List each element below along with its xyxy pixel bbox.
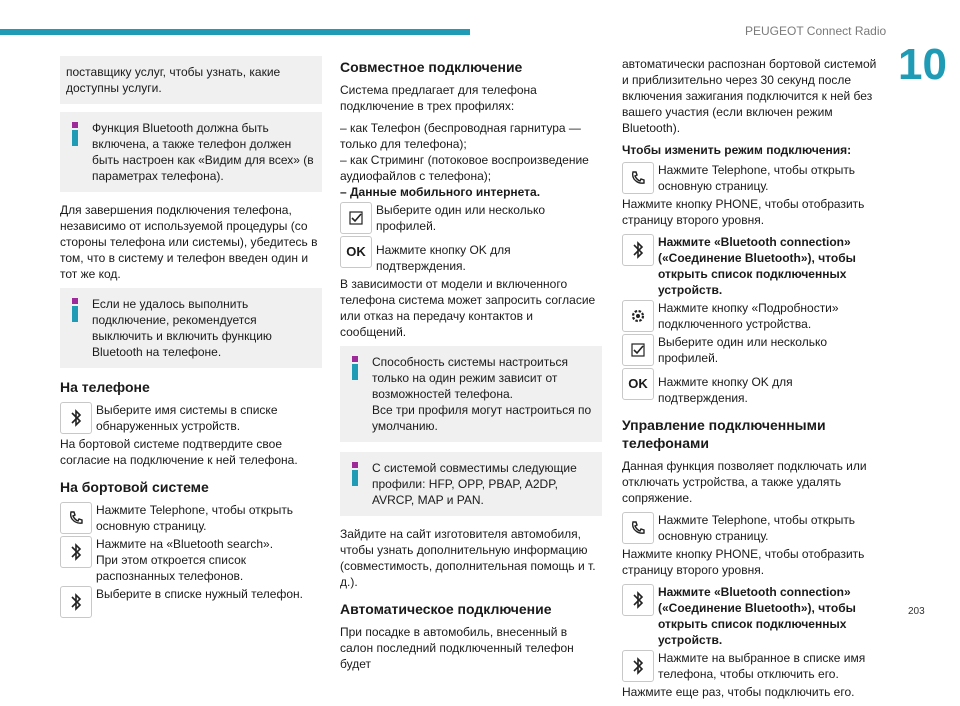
heading-on-phone: На телефоне [60,379,150,395]
step-text: Нажмите на выбранное в списке имя телефона, чтобы отключить его. [658,651,866,681]
step-telephone [60,502,322,534]
paragraph-manage: Данная функция позволяет подключать или отключать устройства, а также удалять сопряжение. [622,459,867,505]
list-item: – как Телефон (беспроводная гарнитура — только для телефона); [340,121,581,151]
note-text: Все три профиля могут настроиться по умолчанию. [372,403,592,433]
step-choose-name [622,650,884,682]
info-icon [68,298,82,322]
heading-change-mode: Чтобы изменить режим подключения: [622,143,852,157]
paragraph-confirm: На бортовой системе подтвердите свое согласие на подключение к ней телефона. [60,437,298,467]
bluetooth-icon [60,536,92,568]
column-3 [622,56,884,706]
note-connection-failed [60,288,322,368]
heading-on-system: На бортовой системе [60,479,209,495]
running-header: PEUGEOT Connect Radio [745,24,887,38]
paragraph-site: Зайдите на сайт изготовителя автомобиля, чтобы узнать дополнительную информацию (совместимость, дополнительная помощь и т. д.). [340,527,596,589]
step-text: Нажмите на «Bluetooth search». При этом откроется список распознанных телефонов. [96,537,274,583]
phone-icon [622,512,654,544]
checkbox-icon [340,202,372,234]
bluetooth-icon [60,402,92,434]
step-text: Нажмите кнопку OK для подтверждения. [658,375,793,405]
info-icon [348,462,362,486]
bluetooth-icon [622,650,654,682]
column-2 [340,56,602,678]
info-icon [68,122,82,146]
note-bluetooth-visible [60,112,322,192]
phone-icon [622,162,654,194]
note-text: С системой совместимы следующие профили: HFP, OPP, PBAP, A2DP, AVRCP, MAP и PAN. [372,461,577,507]
paragraph-phone-button: Нажмите кнопку PHONE, чтобы отобразить страницу второго уровня. [622,547,865,577]
ok-button-icon: OK [622,368,654,400]
note-profiles [340,346,602,442]
step-text: Выберите имя системы в списке обнаруженных устройств. [96,403,278,433]
paragraph-auto: При посадке в автомобиль, внесенный в салон последний подключенный телефон будет [340,625,574,671]
bluetooth-icon [622,234,654,266]
checkbox-icon [622,334,654,366]
step-phone-select [60,402,322,434]
bluetooth-icon [622,584,654,616]
bluetooth-icon [60,586,92,618]
paragraph-auto-cont: автоматически распознан бортовой системой и приблизительно через 30 секунд после включения зажигания подключится к ней без вашего участия (если включен режим Bluetooth). [622,57,877,135]
paragraph-profiles: Система предлагает для телефона подключение в трех профилях: [340,83,537,113]
step-details [622,300,884,332]
step-text: Нажмите «Bluetooth connection» («Соединение Bluetooth»), чтобы открыть список подключенных устройств. [658,235,856,297]
step-text: Нажмите Telephone, чтобы открыть основную страницу. [96,503,294,533]
list-item: – как Стриминг (потоковое воспроизведение аудиофайлов с телефона); [340,153,589,183]
heading-shared-connection: Совместное подключение [340,59,523,75]
note-text: Способность системы настроиться только на один режим зависит от возможностей телефона. [372,355,568,401]
step-text: Выберите в списке нужный телефон. [96,587,303,601]
chapter-number: 10 [898,40,947,89]
continued-box [60,56,322,104]
step-bt-connection [622,584,884,648]
step-text: Нажмите кнопку OK для подтверждения. [376,243,511,273]
note-text: Функция Bluetooth должна быть включена, а также телефон должен быть настроен как «Видим для всех» (в параметрах телефона). [92,121,314,183]
list-item: – Данные мобильного интернета. [340,185,541,199]
step-bt-search [60,536,322,584]
box-text: поставщику услуг, чтобы узнать, какие доступны услуги. [66,65,281,95]
phone-icon [60,502,92,534]
step-bt-connection [622,234,884,298]
step-text: Нажмите Telephone, чтобы открыть основную страницу. [658,513,856,543]
step-choose-phone [60,586,322,618]
page-number: 203 [908,606,925,617]
step-text: Выберите один или несколько профилей. [658,335,828,365]
paragraph-phone-button: Нажмите кнопку PHONE, чтобы отобразить страницу второго уровня. [622,197,865,227]
step-telephone [622,162,884,194]
note-compatible [340,452,602,516]
heading-auto-connection: Автоматическое подключение [340,601,552,617]
info-icon [348,356,362,380]
step-select-profiles [622,334,884,366]
paragraph-model: В зависимости от модели и включенного телефона система может запросить согласие или отказ на передачу контактов и сообщений. [340,277,596,339]
step-text: Выберите один или несколько профилей. [376,203,546,233]
ok-button-icon: OK [340,236,372,268]
column-1 [60,56,322,620]
note-text: Если не удалось выполнить подключение, рекомендуется выключить и включить функцию Bluetooth на телефоне. [92,297,272,359]
gear-icon [622,300,654,332]
step-text: Нажмите кнопку «Подробности» подключенного устройства. [658,301,839,331]
step-ok [622,368,884,406]
header-accent-bar [0,29,470,35]
paragraph-again: Нажмите еще раз, чтобы подключить его. [622,685,855,699]
step-text: Нажмите Telephone, чтобы открыть основную страницу. [658,163,856,193]
step-text: Нажмите «Bluetooth connection» («Соединение Bluetooth»), чтобы открыть список подключенных устройств. [658,585,856,647]
step-select-profiles [340,202,602,234]
step-telephone [622,512,884,544]
step-ok [340,236,602,274]
paragraph-code: Для завершения подключения телефона, независимо от используемой процедуры (со стороны телефона или системы), убедитесь в том, что в систему и телефон введен один и тот же код. [60,203,318,281]
heading-manage-phones: Управление подключенными телефонами [622,417,826,451]
